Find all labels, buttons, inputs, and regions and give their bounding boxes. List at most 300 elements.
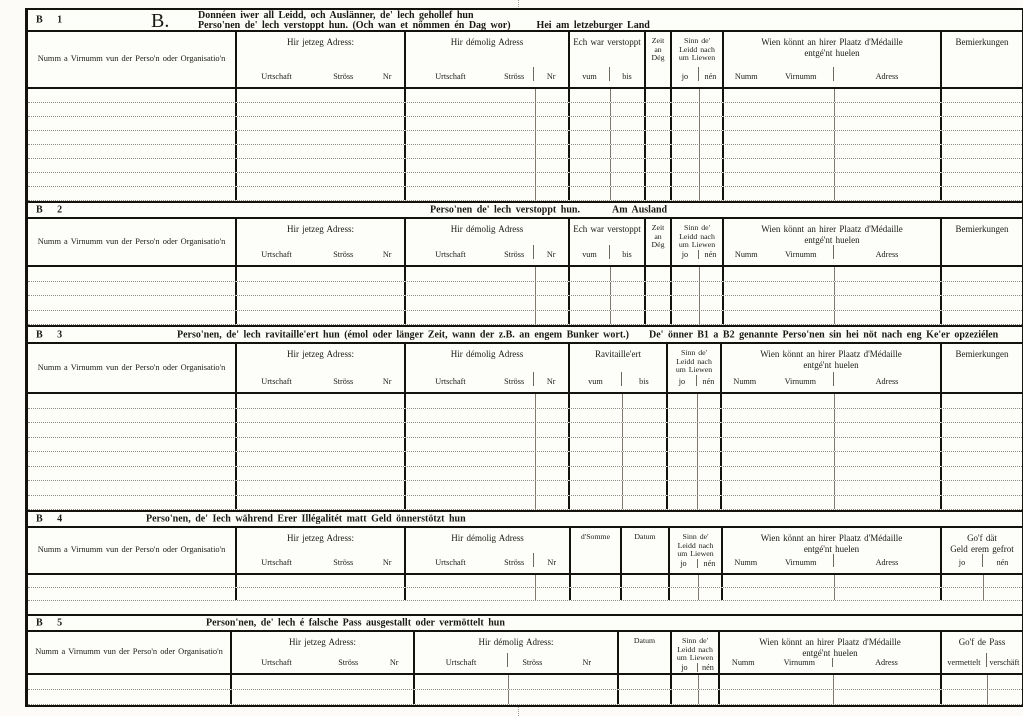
col-medaille-header <box>721 528 940 573</box>
subcol-urtschaft-label: Urtschaft <box>445 658 477 667</box>
label-line: Numm a Virnumm vun der Perso'n oder Organisatio'n <box>37 54 226 64</box>
label-line: Sinn de' <box>683 36 710 45</box>
cell-jetzeg-adress <box>235 145 404 158</box>
subcol-space <box>724 296 769 310</box>
cell-medaille <box>722 267 940 281</box>
cell-sinn <box>670 311 722 325</box>
subcol-space <box>496 89 535 102</box>
subcol-space <box>317 394 372 408</box>
subcol-space <box>372 496 404 510</box>
subcol-space <box>672 131 699 144</box>
subcol-space <box>406 267 496 281</box>
subcol-space <box>724 173 769 186</box>
table-row <box>28 452 1022 467</box>
section-title-row-b2 <box>28 201 1022 219</box>
subcol-space <box>768 438 834 452</box>
subcol-divider <box>622 438 666 452</box>
col-sinn-subheaders <box>668 375 720 386</box>
label-line: Dég <box>651 240 665 250</box>
col-geld-gefrot-label <box>942 533 1022 554</box>
col-jetzeg-adress-label <box>237 349 404 360</box>
subcol-divider <box>834 159 940 172</box>
col-jetzeg-adress-subheaders <box>232 653 413 667</box>
col-verstoppt-header <box>568 219 644 265</box>
subcol-space <box>570 187 610 200</box>
label-line: entgé'nt huelen <box>803 359 859 370</box>
cell-verstoppt <box>568 296 644 310</box>
cell-medaille <box>720 452 940 466</box>
subcol-space <box>372 394 404 408</box>
subcol-space <box>724 282 769 296</box>
subcol-divider <box>834 131 940 144</box>
cell-demolig-adress <box>404 575 569 587</box>
col-ravitailleert-header <box>568 344 666 392</box>
subcol-space <box>668 496 697 510</box>
table-row <box>28 588 1022 601</box>
label-line: Zeit <box>651 223 665 232</box>
subcol-urtschaft-label: Urtschaft <box>261 658 292 667</box>
subcol-divider <box>610 267 644 281</box>
subcol-space <box>720 690 767 704</box>
cell-demolig-adress <box>404 588 569 600</box>
col-verstoppt-label <box>570 224 644 235</box>
subcol-space <box>570 159 610 172</box>
subcol-space <box>570 452 622 466</box>
title-line-2-text: Perso'nen de' lech verstoppt hun. (Och wan et nömmen én Dag wor) <box>198 20 511 31</box>
cell-sinn <box>670 131 722 144</box>
col-somme-label <box>571 533 620 542</box>
col-demolig-adress-label <box>415 637 617 648</box>
cell-medaille <box>721 588 940 600</box>
subcol-space <box>942 588 983 600</box>
cell-verstoppt <box>568 145 644 158</box>
subcol-space <box>317 145 372 158</box>
cell-medaille <box>720 423 940 437</box>
subcol-divider <box>834 467 940 481</box>
cell-bemierkungen <box>940 296 1022 310</box>
subcol-space <box>570 409 622 423</box>
cell-ravitailleert <box>568 394 666 408</box>
cell-bemierkungen <box>940 496 1022 510</box>
cell-sinn <box>670 296 722 310</box>
subcol-nén-label: nén <box>697 663 718 672</box>
subcol-space <box>237 89 317 102</box>
subcol-verschäft-label: verschäft <box>986 653 1022 667</box>
label-line: Ravitaille'ert <box>594 349 642 359</box>
cell-jetzeg-adress <box>235 467 404 481</box>
col-bemierkungen-label <box>942 349 1022 360</box>
cell-numm <box>28 409 235 423</box>
subcol-divider <box>697 409 720 423</box>
subcol-space <box>570 423 622 437</box>
subcol-space <box>672 311 699 325</box>
cell-medaille <box>722 173 940 186</box>
subcol-divider <box>535 575 569 587</box>
subcol-divider <box>834 423 940 437</box>
cell-demolig-adress <box>404 423 568 437</box>
subcol-space <box>722 438 768 452</box>
cell-demolig-adress <box>404 117 568 130</box>
cell-numm <box>28 296 235 310</box>
col-numm-label <box>28 647 230 657</box>
cell-sinn <box>666 467 720 481</box>
subcol-space <box>668 423 697 437</box>
cell-zeit <box>644 311 670 325</box>
cell-medaille <box>721 575 940 587</box>
cell-pass <box>940 675 1022 689</box>
subcol-numm-label: Numm <box>734 558 758 567</box>
cell-jetzeg-adress <box>235 173 404 186</box>
col-medaille-header <box>722 32 940 87</box>
cell-bemierkungen <box>940 267 1022 281</box>
subcol-adress-label: Adress <box>833 372 940 386</box>
subcol-divider <box>622 481 666 495</box>
cell-demolig-adress <box>404 296 568 310</box>
subcol-nr-label: Nr <box>389 658 399 667</box>
subcol-space <box>317 438 372 452</box>
col-medaille-subheaders <box>724 245 940 259</box>
subcol-space <box>668 438 697 452</box>
subcol-nén-label: nén <box>696 375 720 386</box>
section-title-text: Perso'nen de' lech verstoppt hun. <box>430 204 580 216</box>
subcol-space <box>769 131 834 144</box>
col-numm-header <box>28 344 235 392</box>
subcol-divider <box>508 675 558 689</box>
subcol-space <box>496 282 535 296</box>
label-line: Datum <box>634 532 656 541</box>
col-medaille-label <box>724 37 940 58</box>
subcol-space <box>570 394 622 408</box>
cell-ravitailleert <box>568 438 666 452</box>
cell-medaille <box>722 282 940 296</box>
subcol-space <box>668 394 697 408</box>
col-demolig-adress-header <box>404 219 568 265</box>
subcol-space <box>372 282 404 296</box>
subcol-space <box>724 89 769 102</box>
col-pass-header <box>940 632 1022 673</box>
cell-ravitailleert <box>568 423 666 437</box>
subcol-ströss-label: Ströss <box>504 72 525 81</box>
col-geld-gefrot-header <box>940 528 1022 573</box>
subcol-space <box>769 575 834 587</box>
cell-verstoppt <box>568 173 644 186</box>
subcol-space <box>496 467 535 481</box>
subcol-space <box>372 481 404 495</box>
table-row <box>28 117 1022 131</box>
table-row <box>28 296 1022 311</box>
cell-zeit <box>644 187 670 200</box>
subcol-divider <box>834 173 940 186</box>
subcol-nr-label: Nr <box>382 558 392 567</box>
subcol-space <box>672 103 699 116</box>
subcol-divider <box>535 187 568 200</box>
title-line-2 <box>198 21 650 31</box>
col-zeit-header <box>644 32 670 87</box>
subcol-space <box>496 187 535 200</box>
cell-medaille <box>720 496 940 510</box>
cell-jetzeg-adress <box>235 282 404 296</box>
col-sinn-header <box>666 344 720 392</box>
subcol-divider <box>834 187 940 200</box>
subcol-jo-label: jo <box>680 559 687 569</box>
col-sinn-subheaders <box>672 663 718 672</box>
subcol-space <box>722 409 768 423</box>
subcol-divider <box>833 675 940 689</box>
subcol-space <box>317 282 372 296</box>
subcol-space <box>406 575 496 587</box>
col-sinn-header <box>668 528 721 573</box>
subcol-space <box>670 588 698 600</box>
subcol-divider <box>535 282 568 296</box>
subcol-space <box>372 187 404 200</box>
subcol-space <box>558 690 617 704</box>
col-sinn-label <box>668 349 720 375</box>
subcol-space <box>723 588 769 600</box>
subcol-space <box>496 481 535 495</box>
cell-jetzeg-adress <box>235 159 404 172</box>
subcol-space <box>496 145 535 158</box>
col-sinn-label <box>672 637 718 663</box>
label-line: Hir jetzeg Adress: <box>287 37 354 47</box>
label-line: Sinn de' <box>683 223 710 232</box>
subcol-jo-label: jo <box>958 558 966 567</box>
label-line: Leidd nach <box>677 644 713 654</box>
subcol-divider <box>698 575 721 587</box>
subcol-space <box>406 452 496 466</box>
subcol-divider <box>610 131 644 144</box>
cell-numm <box>28 575 235 587</box>
table-row <box>28 394 1022 409</box>
table-row <box>28 187 1022 201</box>
cell-demolig-adress <box>404 409 568 423</box>
subcol-space <box>720 675 767 689</box>
subcol-divider <box>535 173 568 186</box>
label-line: Ech war verstoppt <box>573 37 641 47</box>
subcol-space <box>237 296 317 310</box>
cell-demolig-adress <box>404 103 568 116</box>
subcol-space <box>570 145 610 158</box>
subcol-space <box>372 467 404 481</box>
subcol-space <box>769 588 834 600</box>
label-line: d'Somme <box>580 532 611 541</box>
label-line: Hir jetzeg Adress: <box>287 533 354 543</box>
subcol-space <box>769 173 834 186</box>
subcol-space <box>406 117 496 130</box>
label-line: um Liewen <box>675 365 713 375</box>
subcol-ströss-label: Ströss <box>504 377 525 386</box>
label-line: Numm a Virnumm vun der Perso'n oder Organisatio'n <box>35 647 223 657</box>
label-line: Numm a Virnumm vun der Perso'n oder Organisatio'n <box>37 545 226 555</box>
subcol-space <box>496 296 535 310</box>
subcol-divider <box>987 675 1022 689</box>
col-sinn-header <box>670 219 722 265</box>
cell-ravitailleert <box>568 409 666 423</box>
subcol-space <box>496 267 535 281</box>
col-sinn-header <box>670 32 722 87</box>
subcol-urtschaft-label: Urtschaft <box>435 558 466 567</box>
label-line: entgé'nt huelen <box>804 47 860 58</box>
cell-medaille <box>720 481 940 495</box>
col-pass-subheaders <box>942 653 1022 667</box>
subcol-space <box>317 481 372 495</box>
table-row <box>28 131 1022 145</box>
col-sinn-label <box>672 37 722 63</box>
subcol-space <box>406 311 496 325</box>
subcol-space <box>672 89 699 102</box>
cell-zeit <box>644 145 670 158</box>
label-line: Bemierkungen <box>955 37 1009 47</box>
label-line: entgé'nt huelen <box>802 647 858 658</box>
label-line: um Liewen <box>676 653 714 663</box>
cell-bemierkungen <box>940 131 1022 144</box>
cell-bemierkungen <box>940 423 1022 437</box>
cell-demolig-adress <box>404 452 568 466</box>
subcol-space <box>237 575 317 587</box>
subcol-ströss-label: Ströss <box>507 653 557 667</box>
label-line: Geld erem gefrot <box>950 543 1014 554</box>
cell-jetzeg-adress <box>235 481 404 495</box>
cell-sinn <box>670 117 722 130</box>
col-zeit-label <box>646 37 670 63</box>
title-right-note: Am Ausland <box>612 204 668 216</box>
cell-datum <box>620 588 668 600</box>
cell-demolig-adress <box>404 159 568 172</box>
cell-demolig-adress <box>404 145 568 158</box>
cell-jetzeg-adress <box>235 131 404 144</box>
cell-bemierkungen <box>940 409 1022 423</box>
cell-jetzeg-adress <box>235 187 404 200</box>
cell-numm <box>28 159 235 172</box>
col-demolig-adress-header <box>404 528 569 573</box>
cell-zeit <box>644 173 670 186</box>
cell-medaille <box>722 103 940 116</box>
cell-bemierkungen <box>940 117 1022 130</box>
label-line: Numm a Virnumm vun der Perso'n oder Organisatio'n <box>37 362 226 372</box>
cell-numm <box>28 267 235 281</box>
subcol-space <box>672 173 699 186</box>
table-row <box>28 267 1022 282</box>
cell-bemierkungen <box>940 467 1022 481</box>
subcol-adress-label: Adress <box>832 658 940 667</box>
subcol-divider <box>535 131 568 144</box>
subcol-divider <box>622 409 666 423</box>
cell-somme <box>569 588 620 600</box>
cell-bemierkungen <box>940 89 1022 102</box>
cell-medaille <box>722 117 940 130</box>
label-line: Leidd nach <box>676 356 712 366</box>
subcol-space <box>406 145 496 158</box>
label-line: entgé'nt huelen <box>804 234 860 245</box>
subcol-space <box>372 89 404 102</box>
label-line: Leidd nach <box>677 540 714 550</box>
subcol-nr-label: Nr <box>533 245 568 259</box>
col-zeit-label <box>646 224 670 250</box>
section-b5 <box>28 614 1022 705</box>
col-medaille-label <box>722 349 940 370</box>
section-body-b2 <box>28 267 1022 325</box>
subcol-space <box>232 675 322 689</box>
cell-jetzeg-adress <box>235 575 404 587</box>
label-line: entgé'nt huelen <box>803 543 860 554</box>
cell-demolig-adress <box>404 467 568 481</box>
subcol-space <box>767 690 833 704</box>
subcol-divider <box>697 467 720 481</box>
subcol-vermettelt-label: vermettelt <box>947 658 981 667</box>
cell-sinn <box>670 103 722 116</box>
subcol-divider <box>610 311 644 325</box>
subcol-space <box>769 296 834 310</box>
subcol-divider <box>834 496 940 510</box>
cell-jetzeg-adress <box>235 438 404 452</box>
cell-medaille <box>722 131 940 144</box>
subcol-divider <box>697 394 720 408</box>
subcol-space <box>372 145 404 158</box>
subcol-jo-label: jo <box>681 72 689 81</box>
subcol-divider <box>535 89 568 102</box>
subcol-divider <box>535 481 568 495</box>
cell-numm <box>28 131 235 144</box>
subcol-jo-label: jo <box>681 250 689 260</box>
subcol-space <box>237 131 317 144</box>
label-line: Datum <box>633 636 656 645</box>
subcol-space <box>317 409 372 423</box>
subcol-divider <box>697 481 720 495</box>
cell-demolig-adress <box>404 311 568 325</box>
col-demolig-adress-subheaders <box>406 553 569 567</box>
cell-demolig-adress <box>404 187 568 200</box>
col-numm-header <box>28 219 235 265</box>
cell-sinn <box>666 423 720 437</box>
table-row <box>28 159 1022 173</box>
table-row <box>28 409 1022 424</box>
cell-numm <box>28 145 235 158</box>
subcol-numm-label: Numm <box>734 72 758 81</box>
subcol-jo-label: jo <box>681 663 688 673</box>
subcol-space <box>237 282 317 296</box>
subcol-space <box>558 675 617 689</box>
label-line: Wien könnt an hirer Plaatz d'Médaille <box>759 637 901 647</box>
col-medaille-subheaders <box>724 67 940 81</box>
col-jetzeg-adress-header <box>230 632 413 673</box>
cell-demolig-adress <box>404 173 568 186</box>
cell-zeit <box>644 296 670 310</box>
subcol-urtschaft-label: Urtschaft <box>261 558 292 567</box>
table-row <box>28 467 1022 482</box>
subcol-divider <box>834 89 940 102</box>
subcol-divider <box>699 103 722 116</box>
subcol-space <box>372 311 404 325</box>
subcol-divider <box>699 159 722 172</box>
cell-demolig-adress <box>404 282 568 296</box>
cell-numm <box>28 282 235 296</box>
section-id: B 1 <box>36 14 68 26</box>
table-row <box>28 145 1022 159</box>
col-jetzeg-adress-header <box>235 219 404 265</box>
subcol-ströss-label: Ströss <box>333 377 354 386</box>
subcol-space <box>237 467 317 481</box>
label-line: Sinn de' <box>680 348 707 357</box>
subcol-space <box>377 675 413 689</box>
label-line: um Liewen <box>678 53 716 63</box>
label-line: Dég <box>651 53 665 63</box>
cell-verstoppt <box>568 103 644 116</box>
subcol-adress-label: Adress <box>833 554 940 567</box>
subcol-space <box>496 438 535 452</box>
table-row <box>28 438 1022 453</box>
table-row <box>28 496 1022 511</box>
label-line: Hir démolig Adress <box>450 37 524 47</box>
subcol-space <box>570 496 622 510</box>
